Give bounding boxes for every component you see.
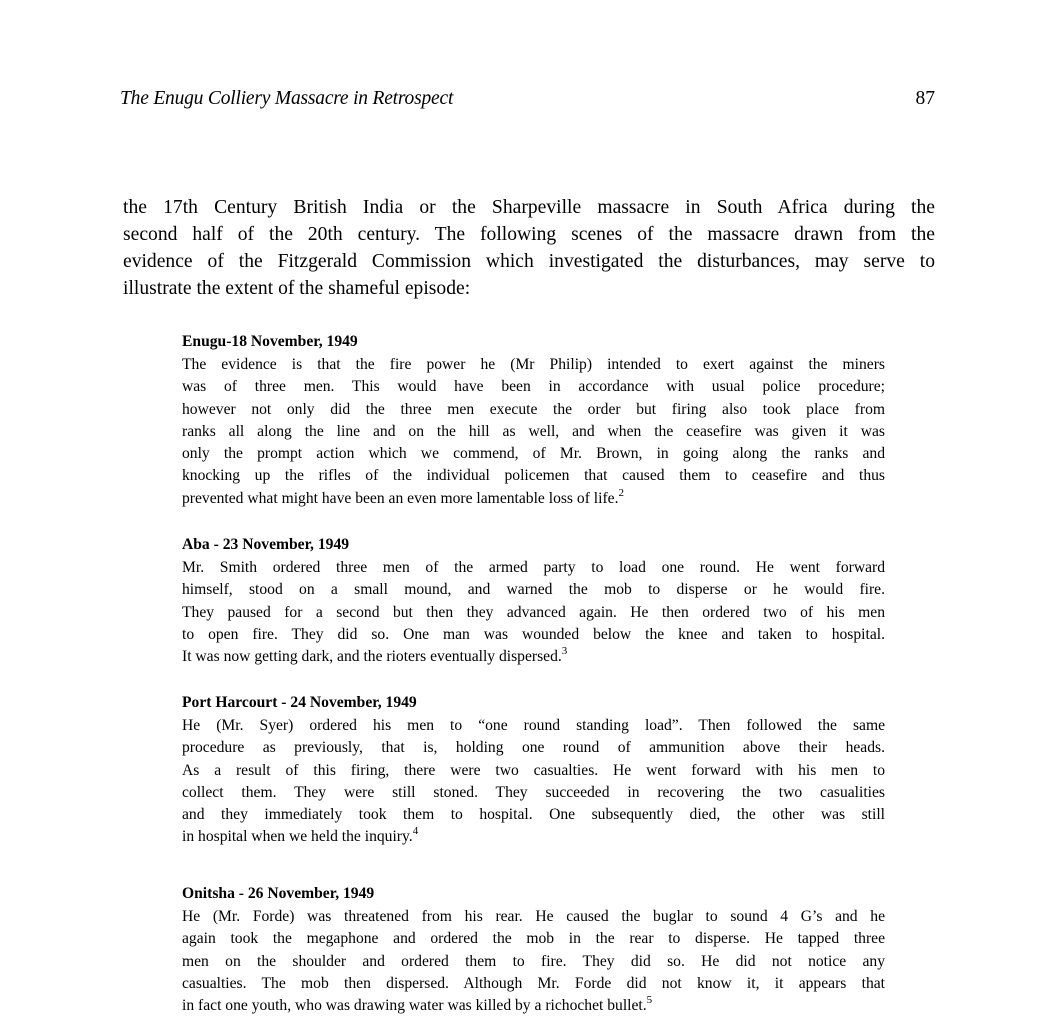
- extract-body: [182, 354, 885, 510]
- extract-aba: [182, 535, 885, 668]
- extract-heading: Enugu-18 November, 1949: [182, 333, 358, 350]
- extract-heading: Aba - 23 November, 1949: [182, 536, 350, 553]
- extract-line: and they immediately took them to hospital. One subsequently died, the other was still: [182, 806, 885, 824]
- extract-port-harcourt: [182, 693, 885, 849]
- extract-line: himself, stood on a small mound, and warned the mob to disperse or he would fire.: [182, 581, 885, 599]
- extract-line: to open fire. They did so. One man was wounded below the knee and taken to hospital.: [182, 625, 885, 643]
- extract-line: casualties. The mob then dispersed. Although Mr. Forde did not know it, it appears that: [182, 974, 885, 992]
- extract-body: [182, 715, 885, 849]
- intro-line: evidence of the Fitzgerald Commission which investigated the disturbances, may serve to: [123, 251, 935, 272]
- extract-line-last: [182, 826, 885, 848]
- extract-line: men on the shoulder and ordered them to fire. They did so. He did not notice any: [182, 952, 885, 970]
- extract-heading: Port Harcourt - 24 November, 1949: [182, 694, 417, 711]
- running-title: The Enugu Colliery Massacre in Retrospect: [120, 88, 454, 109]
- extract-heading: Onitsha - 26 November, 1949: [182, 885, 375, 902]
- extract-line-text: prevented what might have been an even more lamentable loss of life.: [182, 489, 619, 507]
- footnote-marker: 2: [618, 486, 624, 499]
- intro-paragraph: [123, 194, 935, 302]
- extract-line: He (Mr. Forde) was threatened from his rear. He caused the buglar to sound 4 G’s and he: [182, 908, 885, 925]
- extract-onitsha: [182, 884, 885, 1017]
- footnote-marker: 5: [646, 994, 653, 1007]
- extract-line: procedure as previously, that is, holding one round of ammunition above their heads.: [182, 739, 885, 757]
- extract-line: again took the megaphone and ordered the mob in the rear to disperse. He tapped three: [182, 930, 885, 948]
- intro-line: the 17th Century British India or the Sharpeville massacre in South Africa during the: [123, 197, 935, 218]
- extract-line: however not only did the three men execute the order but firing also took place from: [182, 400, 885, 418]
- extract-line: He (Mr. Syer) ordered his men to “one round standing load”. Then followed the same: [182, 717, 885, 734]
- extract-line-text: in hospital when we held the inquiry.: [182, 828, 413, 846]
- extract-line: collect them. They were still stoned. They succeeded in recovering the two casualities: [182, 783, 885, 801]
- extract-line: knocking up the rifles of the individual policemen that caused them to ceasefire and thus: [182, 467, 885, 485]
- extract-body: [182, 906, 885, 1017]
- extract-line: As a result of this firing, there were two casualties. He went forward with his men to: [182, 761, 885, 779]
- extract-line: They paused for a second but then they advanced again. He then ordered two of his men: [182, 603, 885, 621]
- extract-line: The evidence is that the fire power he (Mr Philip) intended to exert against the miners: [182, 356, 885, 373]
- extract-line: Mr. Smith ordered three men of the armed party to load one round. He went forward: [182, 559, 885, 576]
- extract-body: [182, 557, 885, 668]
- footnote-marker: 3: [561, 645, 568, 658]
- intro-line: second half of the 20th century. The following scenes of the massacre drawn from the: [123, 224, 935, 245]
- intro-line: illustrate the extent of the shameful episode:: [123, 278, 471, 299]
- extract-line-text: It was now getting dark, and the rioters eventually dispersed.: [182, 648, 562, 666]
- footnote-marker: 4: [412, 825, 419, 838]
- extract-line-last: [182, 995, 885, 1017]
- extract-line: was of three men. This would have been in accordance with usual police procedure;: [182, 378, 885, 396]
- extract-line: only the prompt action which we commend, of Mr. Brown, in going along the ranks and: [182, 445, 885, 463]
- page-number: 87: [915, 88, 935, 109]
- extract-line: ranks all along the line and on the hill as well, and when the ceasefire was given it was: [182, 422, 885, 440]
- extract-line-text: in fact one youth, who was drawing water was killed by a richochet bullet.: [182, 997, 647, 1015]
- extract-enugu: [182, 332, 885, 510]
- extract-line-last: [182, 646, 885, 668]
- extract-line-last: [182, 488, 885, 510]
- running-header: [120, 88, 935, 114]
